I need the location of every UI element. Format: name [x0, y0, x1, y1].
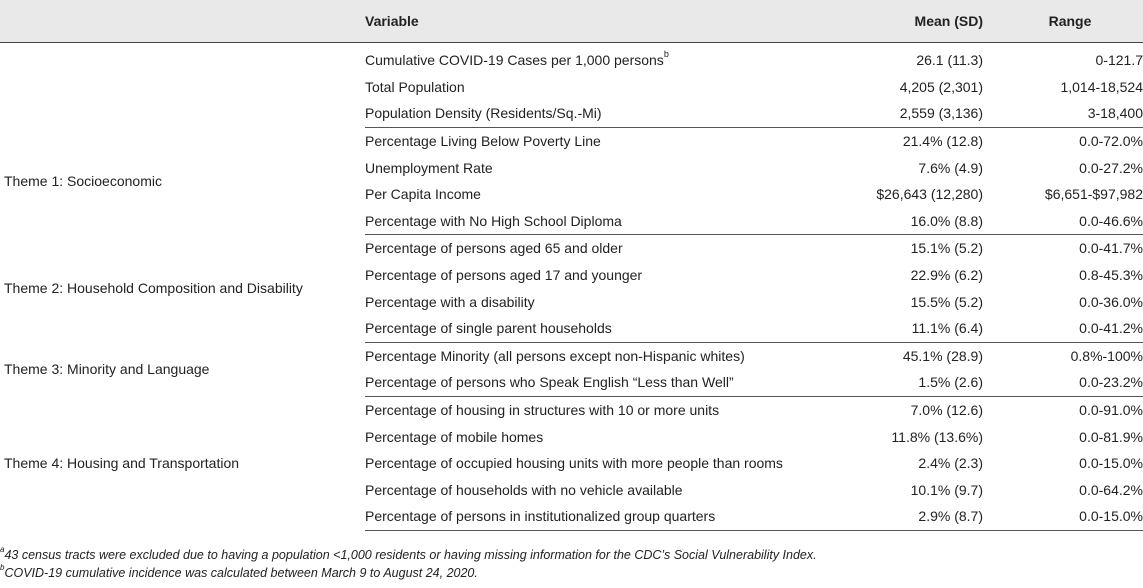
range-cell: 0.0-72.0%	[1079, 133, 1143, 150]
range-cell: 3-18,400	[997, 100, 1143, 127]
range-column-header: Range	[997, 0, 1143, 43]
variable-cell	[365, 181, 822, 208]
theme-label: Theme 2: Household Composition and Disability	[4, 280, 303, 297]
table-row	[0, 396, 1143, 423]
mean-cell: 1.5% (2.6)	[822, 369, 997, 396]
range-cell: 0.0-36.0%	[1079, 293, 1143, 310]
range-cell: 0.0-41.7%	[1079, 240, 1143, 257]
variable-cell	[365, 74, 822, 101]
mean-cell: 2,559 (3,136)	[822, 100, 997, 127]
range-cell: 0.0-91.0%	[1079, 402, 1143, 419]
variable-cell	[365, 369, 822, 396]
variable-cell	[365, 288, 822, 315]
table-body	[0, 43, 1143, 531]
range-cell: 0.0-81.9%	[1079, 428, 1143, 445]
range-cell: 0.0-46.6%	[997, 208, 1143, 235]
variable-cell	[365, 262, 822, 289]
mean-cell: 11.8% (13.6%)	[891, 428, 983, 445]
theme-label: Theme 3: Minority and Language	[4, 361, 210, 378]
theme-label	[0, 43, 365, 128]
table-row	[0, 43, 1143, 74]
variable-text: Percentage of single parent households	[365, 320, 612, 337]
variable-text: Unemployment Rate	[365, 159, 493, 176]
variable-cell	[365, 235, 822, 262]
variable-text: Percentage of housing in structures with 10 or more units	[365, 402, 720, 419]
variable-text: Percentage of occupied housing units with more people than rooms	[365, 455, 783, 472]
variable-cell	[365, 450, 822, 477]
range-cell: 0.0-27.2%	[1079, 159, 1143, 176]
table-row	[0, 127, 1143, 154]
footnote-a: $^a$43 census tracts were excluded due to having a population <1,000 residents or having missing information for the CDC’s Social Vulnerability Index.	[0, 544, 817, 562]
range-cell: 0.0-23.2%	[997, 369, 1143, 396]
variable-text: Percentage Living Below Poverty Line	[365, 133, 601, 150]
table-row	[0, 235, 1143, 262]
variable-cell	[365, 503, 822, 530]
mean-cell: 2.9% (8.7)	[822, 503, 997, 530]
variable-text: Percentage of persons in institutionalized group quarters	[365, 508, 716, 525]
variable-text: Total Population	[365, 78, 465, 95]
variable-text: Percentage of mobile homes	[365, 428, 544, 445]
variable-cell	[365, 423, 822, 450]
variable-text: Cumulative COVID-19 Cases per 1,000 persons	[365, 52, 664, 69]
range-cell: 1,014-18,524	[1060, 78, 1143, 95]
range-cell: 0.8%-100%	[1070, 347, 1143, 364]
mean-cell: 15.1% (5.2)	[910, 240, 983, 257]
range-cell: $6,651-$97,982	[1044, 186, 1143, 203]
mean-cell: 10.1% (9.7)	[910, 481, 983, 498]
theme-label: Theme 4: Housing and Transportation	[4, 455, 240, 472]
footnote-marker: b	[663, 48, 669, 59]
variable-text: Percentage of persons who Speak English “Less than Well”	[365, 374, 734, 391]
footnote-b: $^b$COVID-19 cumulative incidence was calculated between March 9 to August 24, 2020.	[0, 562, 478, 580]
footnotes	[0, 546, 817, 582]
theme-column-header	[0, 0, 365, 43]
table-row	[0, 342, 1143, 369]
range-cell: 0.8-45.3%	[1079, 267, 1143, 284]
mean-cell: 7.0% (12.6)	[910, 402, 983, 419]
variable-cell	[365, 154, 822, 181]
mean-cell: 22.9% (6.2)	[910, 267, 983, 284]
variable-cell	[365, 127, 822, 154]
variable-text: Percentage with No High School Diploma	[365, 212, 622, 229]
variable-text: Percentage Minority (all persons except non-Hispanic whites)	[365, 347, 745, 364]
mean-cell: 16.0% (8.8)	[822, 208, 997, 235]
mean-cell: 11.1% (6.4)	[822, 315, 997, 342]
variable-cell	[365, 43, 822, 74]
variable-text: Percentage of persons aged 65 and older	[365, 240, 623, 257]
mean-column-header: Mean (SD)	[822, 0, 997, 43]
mean-cell: 21.4% (12.8)	[902, 133, 983, 150]
variable-cell	[365, 396, 822, 423]
mean-cell: 45.1% (28.9)	[902, 347, 983, 364]
table-header-row	[0, 0, 1143, 43]
variable-cell	[365, 342, 822, 369]
variable-text: Per Capita Income	[365, 186, 481, 203]
variable-cell	[365, 315, 822, 342]
mean-cell: 26.1 (11.3)	[916, 52, 983, 69]
range-cell: 0.0-15.0%	[1079, 455, 1143, 472]
range-cell: 0.0-15.0%	[997, 503, 1143, 530]
variable-cell	[365, 208, 822, 235]
mean-cell: 2.4% (2.3)	[918, 455, 983, 472]
range-cell: 0.0-64.2%	[1079, 481, 1143, 498]
mean-cell: $26,643 (12,280)	[876, 186, 983, 203]
variable-cell	[365, 477, 822, 504]
variable-text: Percentage with a disability	[365, 293, 535, 310]
mean-cell: 15.5% (5.2)	[910, 293, 983, 310]
variable-text: Percentage of persons aged 17 and younger	[365, 267, 643, 284]
variable-column-header: Variable	[365, 0, 822, 43]
range-cell: 0.0-41.2%	[997, 315, 1143, 342]
mean-cell: 4,205 (2,301)	[899, 78, 983, 95]
range-cell: 0-121.7	[1095, 52, 1143, 69]
theme-label: Theme 1: Socioeconomic	[4, 172, 162, 189]
variable-text: Percentage of households with no vehicle available	[365, 481, 683, 498]
variable-cell	[365, 100, 822, 127]
mean-cell: 7.6% (4.9)	[918, 159, 983, 176]
variable-text: Population Density (Residents/Sq.-Mi)	[365, 105, 602, 122]
